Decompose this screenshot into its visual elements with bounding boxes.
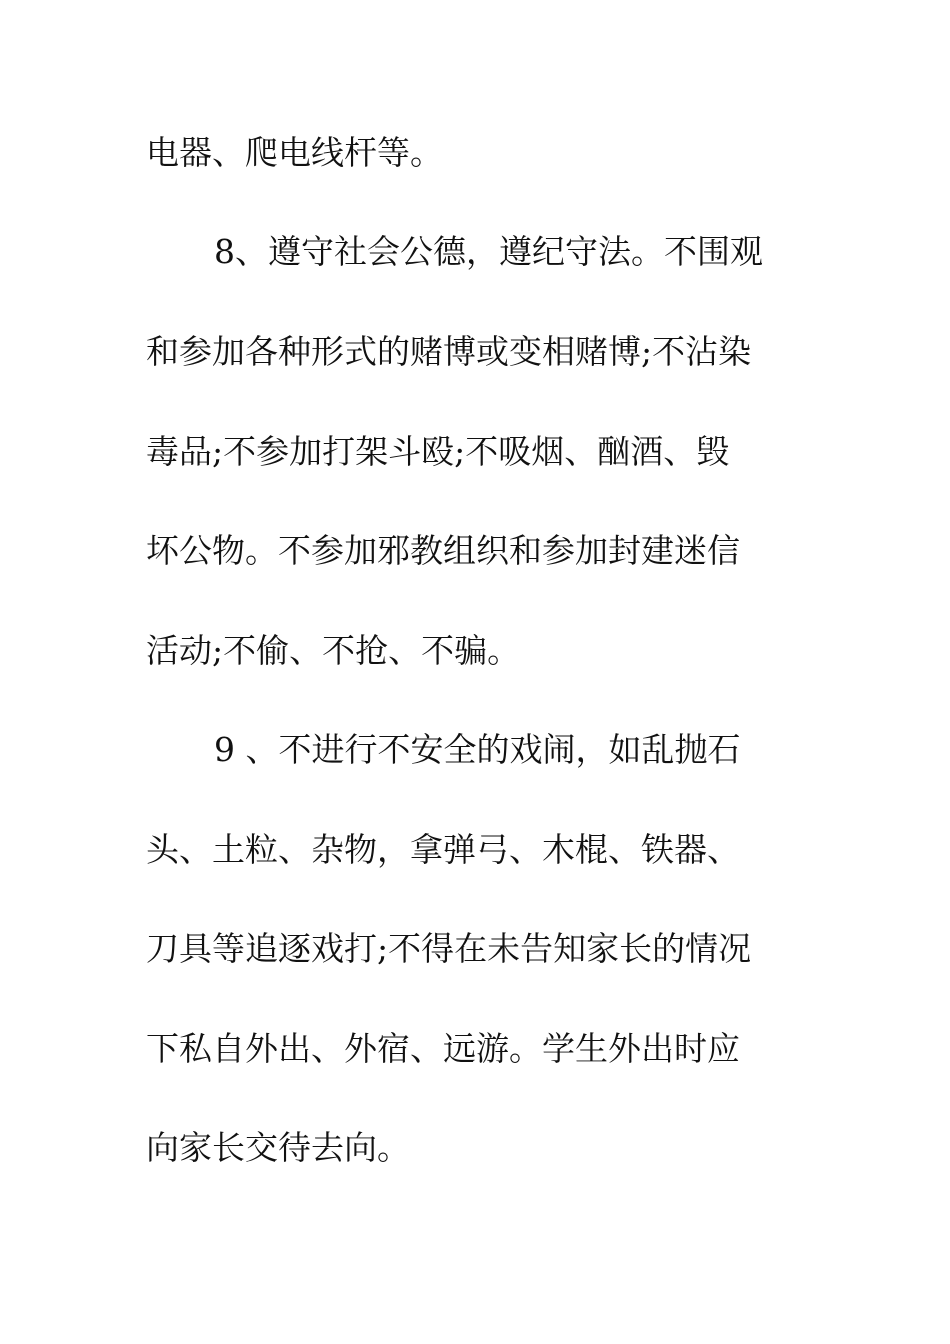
text-line: 下私自外出、外宿、远游。学生外出时应	[146, 1029, 740, 1068]
text-line: 坏公物。不参加邪教组织和参加封建迷信	[146, 531, 740, 570]
text-line: 电器、爬电线杆等。	[146, 133, 443, 172]
text-line: 刀具等追逐戏打;不得在未告知家长的情况	[146, 929, 752, 968]
text-line: 活动;不偷、不抢、不骗。	[146, 631, 521, 670]
text-line: 向家长交待去向。	[146, 1128, 410, 1167]
text-line: 头、土粒、杂物，拿弹弓、木棍、铁器、	[146, 830, 740, 869]
text-line: 和参加各种形式的赌博或变相赌博;不沾染	[146, 332, 752, 371]
paragraph-9-start: 9 、不进行不安全的戏闹，如乱抛石	[214, 730, 741, 769]
paragraph-8-start: 8、遵守社会公德，遵纪守法。不围观	[214, 232, 763, 271]
text-line: 毒品;不参加打架斗殴;不吸烟、酗酒、毁	[146, 432, 730, 471]
